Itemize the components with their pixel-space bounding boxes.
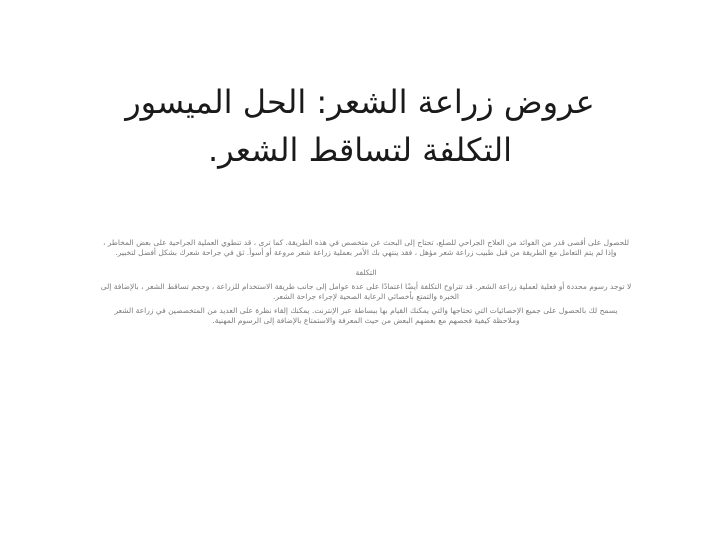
body-paragraph-cost: لا توجد رسوم محددة أو فعلية لعملية زراعة الشعر. قد تتراوح التكلفة أيضًا اعتمادًا على عدة عوامل إلى جانب طريقة الاستخدام للزراعة ، وحجم تساقط الشعر ، بالإضافة إلى الخبرة والتمتع بأخصائي الرعاية الصحية لإجراء جراحة الشعر.	[100, 281, 632, 301]
slide-title-line-2: التكلفة لتساقط الشعر.	[207, 131, 513, 169]
body-paragraph-intro: للحصول على أقصى قدر من الفوائد من العلاج الجراحي للصلع، تحتاج إلى البحث عن متخصص في هذه الطريقة. كما ترى ، قد تنطوي العملية الجراحية على بعض المخاطر ، وإذا لم يتم التعامل مع الطريقة من قبل طبيب زراعة شعر مؤهل ، فقد ينتهي بك الأمر بعملية زراعة شعر مروعة أو أسوأ. ثق في جراحة شعرك بشكل أفضل لتخبير.	[102, 238, 630, 258]
body-paragraph-research: يسمح لك بالحصول على جميع الإحصائيات التي تحتاجها والتي يمكنك القيام بها ببساطة عبر الإنترنت. يمكنك إلقاء نظرة على العديد من المتخصصين في زراعة الشعر وملاحظة كيفية فحصهم مع بعضهم البعض من حيث المعرفة والاستمتاع بالإضافة إلى الرسوم المهنية.	[114, 306, 618, 326]
slide-title	[60, 78, 660, 174]
slide-title-line-1: عروض زراعة الشعر: الحل الميسور	[125, 83, 595, 121]
cost-heading: التكلفة	[355, 268, 377, 278]
slide-body	[100, 238, 632, 336]
